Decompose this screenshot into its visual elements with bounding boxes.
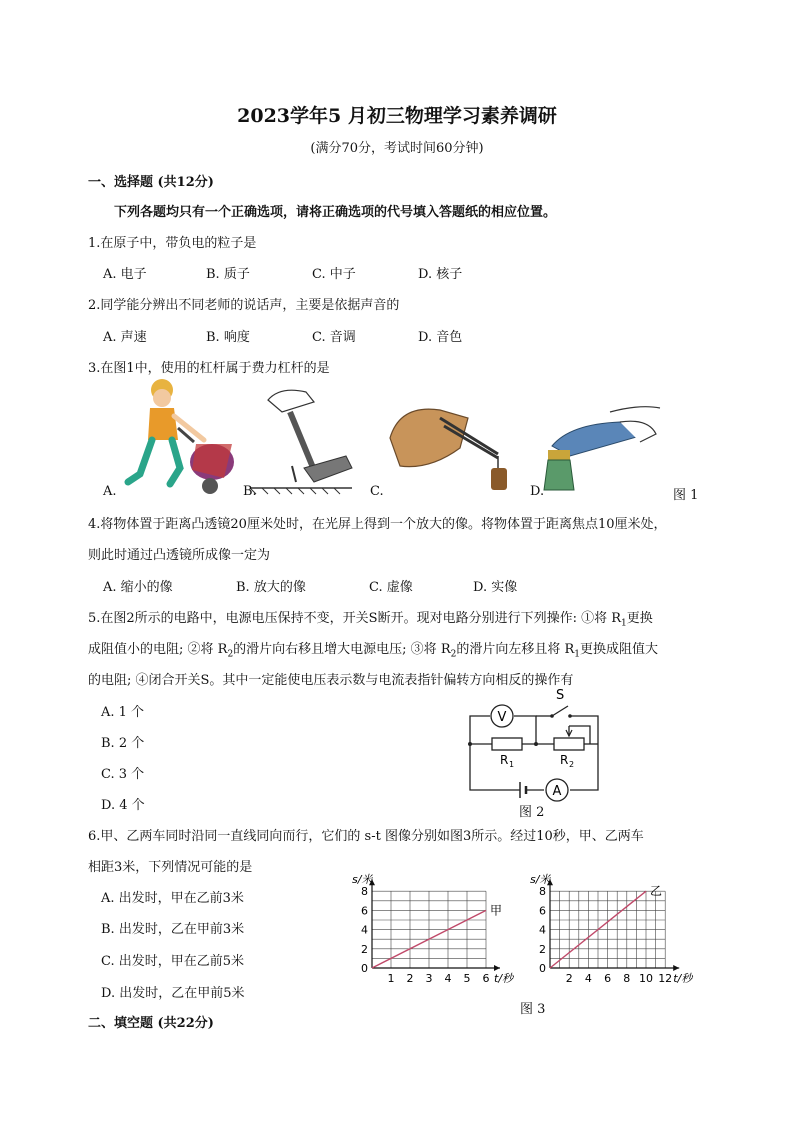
r1-label: R [500,753,509,767]
question-5-line1: 5.在图2所示的电路中，电源电压保持不变，开关S断开。现对电路分别进行下列操作: ①将 $R_1$更换 [88,611,653,629]
y-tick-label: 2 [361,942,368,956]
q1-option-c: C. 中子 [312,267,356,282]
x-axis-label: t/秒 [673,972,693,985]
switch-blade [552,706,568,716]
tweezers-illustration [390,409,507,490]
section-instruction: 下列各题均只有一个正确选项，请将正确选项的代号填入答题纸的相应位置。 [114,205,557,220]
st-graph-jia [352,873,515,985]
st-graph-yi [530,873,694,985]
switch-label: S [556,688,565,703]
r1-subscript: 1 [509,760,515,769]
x-tick-label: 8 [623,972,631,985]
q5-option-a: A. 1 个 [101,705,145,720]
question-2-stem: 2.同学能分辨出不同老师的说话声，主要是依据声音的 [88,298,400,313]
x-tick-label: 2 [565,972,573,985]
bottle-opener-illustration [544,407,660,490]
r2-label: R [560,753,569,767]
section-heading-choice: 一、选择题 (共12分) [88,175,214,190]
voltmeter-label: V [497,710,507,725]
y-tick-label: 0 [361,962,368,975]
y-tick-label: 0 [539,962,546,975]
question-4-stem-line1: 4.将物体置于距离凸透镜20厘米处时，在光屏上得到一个放大的像。将物体置于距离焦点10厘米处， [88,517,667,532]
y-tick-label: 6 [539,904,546,918]
question-5-line3: 的电阻; ④闭合开关S。其中一定能使电压表示数与电流表指针偏转方向相反的操作有 [88,673,574,688]
q4-option-a: A. 缩小的像 [103,580,173,595]
q2-option-d: D. 音色 [418,330,463,345]
question-6-stem-line2: 相距3米，下列情况可能的是 [88,860,253,875]
claw-hammer-illustration [250,390,352,494]
q5-option-c: C. 3 个 [101,767,145,782]
q4-option-b: B. 放大的像 [236,580,306,595]
q6-option-b: B. 出发时，乙在甲前3米 [101,922,245,937]
q1-option-a: A. 电子 [103,267,147,282]
question-3-stem: 3.在图1中，使用的杠杆属于费力杠杆的是 [88,361,330,376]
q5-option-b: B. 2 个 [101,736,145,751]
figure-1-caption: 图 1 [673,488,699,503]
figure-2-circuit [460,686,610,804]
q2-option-a: A. 声速 [103,330,147,345]
y-tick-label: 8 [361,885,368,899]
y-tick-label: 8 [539,885,546,899]
x-tick-label: 3 [425,972,433,985]
rheostat-r2 [554,738,584,750]
x-tick-label: 6 [604,972,612,985]
question-1-stem: 1.在原子中，带负电的粒子是 [88,236,257,251]
page-title: 2023学年5 月初三物理学习素养调研 [237,105,557,127]
r2-subscript: 2 [569,760,575,769]
q4-option-d: D. 实像 [473,580,518,595]
wheelbarrow-illustration [128,379,234,494]
x-tick-label: 1 [387,972,395,985]
y-tick-label: 6 [361,904,368,918]
figure-1-illustrations [100,378,710,500]
q6-option-c: C. 出发时，甲在乙前5米 [101,954,245,969]
question-6-stem-line1: 6.甲、乙两车同时沿同一直线同向而行，它们的 s-t 图像分别如图3所示。经过10秒，甲、乙两车 [88,829,644,844]
wire-right-bottom [570,744,598,790]
y-tick-label: 2 [539,942,546,956]
figure-3-caption: 图 3 [520,1002,546,1017]
figure-2-caption: 图 2 [519,805,545,820]
x-axis-label: t/秒 [494,972,514,985]
x-axis-arrow [673,965,679,971]
y-axis-label: s/米 [352,873,373,887]
x-tick-label: 2 [406,972,414,985]
y-tick-label: 4 [361,923,368,937]
figure-3-st-graphs [330,858,710,994]
q3-label-b: B. [243,484,257,499]
question-4-stem-line2: 则此时通过凸透镜所成像一定为 [88,548,271,563]
question-5-line2: 成阻值小的电阻; ②将 $R_2$的滑片向右移且增大电源电压; ③将 $R_2$的滑片向左移且将 $R_1$更换成阻值大 [88,642,659,660]
q1-option-d: D. 核子 [418,267,463,282]
x-tick-label: 12 [658,972,673,985]
ammeter-label: A [552,784,562,799]
x-tick-label: 5 [463,972,471,985]
x-tick-label: 4 [444,972,452,985]
q3-label-a: A. [103,484,117,499]
q2-option-b: B. 响度 [206,330,250,345]
y-axis-label: s/米 [530,873,551,887]
series-label: 乙 [650,884,663,899]
x-tick-label: 4 [584,972,592,985]
q3-label-d: D. [530,484,545,499]
x-tick-label: 10 [639,972,653,985]
q4-option-c: C. 虚像 [369,580,413,595]
resistor-r1 [492,738,522,750]
wire-voltmeter-right [514,716,536,744]
section-heading-fill: 二、填空题 (共22分) [88,1016,214,1031]
wire-left-top [470,716,490,744]
y-tick-label: 4 [539,923,546,937]
exam-info: (满分70分，考试时间60分钟) [310,141,484,156]
x-tick-label: 6 [482,972,490,985]
x-axis-arrow [494,965,500,971]
q2-option-c: C. 音调 [312,330,356,345]
q6-option-d: D. 出发时，乙在甲前5米 [101,986,245,1001]
q1-option-b: B. 质子 [206,267,250,282]
series-label: 甲 [490,903,503,918]
q3-label-c: C. [370,484,384,499]
q6-option-a: A. 出发时，甲在乙前3米 [101,891,244,906]
q5-option-d: D. 4 个 [101,798,145,813]
